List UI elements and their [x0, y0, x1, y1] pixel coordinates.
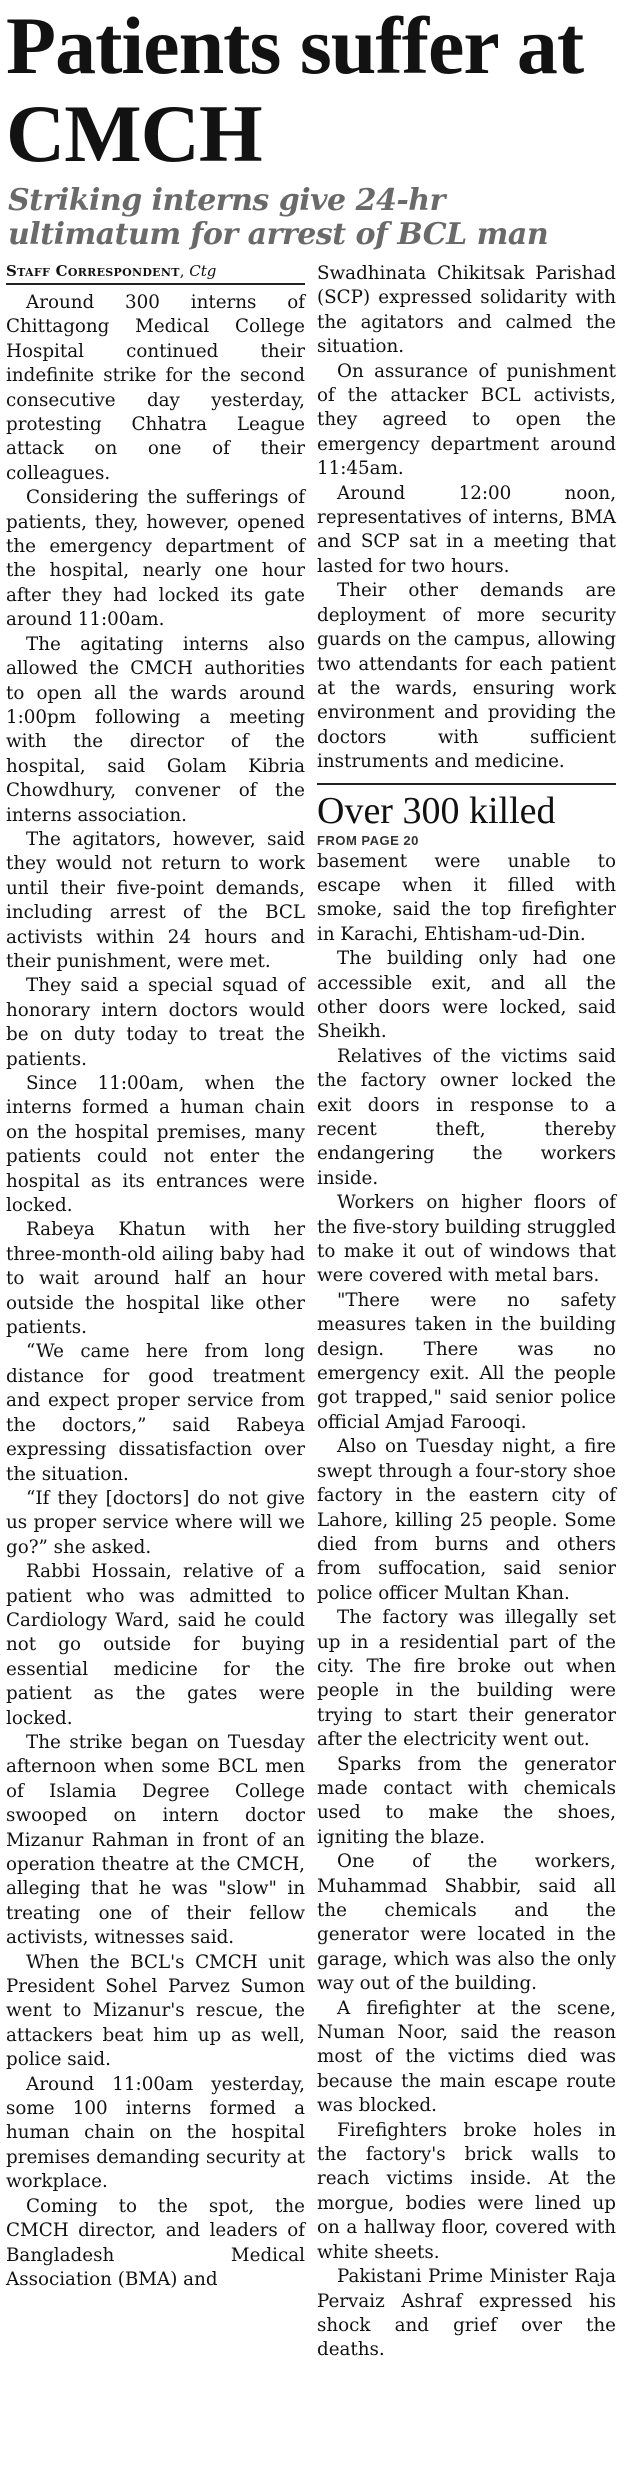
right-column	[311, 262, 616, 2363]
paragraph: Rabeya Khatun with her three-month-old ailing baby had to wait around half an hour outside the hospital like other patients.	[6, 1219, 305, 1339]
byline-place: Ctg	[189, 262, 217, 280]
paragraph: Around 11:00am yesterday, some 100 interns formed a human chain on the hospital premises demanding security at workplace.	[6, 2073, 305, 2193]
paragraph: A firefighter at the scene, Numan Noor, said the reason most of the victims died was because the main escape route was blocked.	[317, 1997, 616, 2117]
paragraph: When the BCL's CMCH unit President Sohel Parvez Sumon went to Mizanur's rescue, the attackers beat him up as well, police said.	[6, 1951, 305, 2071]
paragraph: The building only had one accessible exit, and all the other doors were locked, said Sheikh.	[317, 948, 616, 1043]
paragraph: One of the workers, Muhammad Shabbir, said all the chemicals and the generator were located in the garage, which was also the only way out of the building.	[317, 1851, 616, 1995]
paragraph: The strike began on Tuesday afternoon when some BCL men of Islamia Degree College swooped on intern doctor Mizanur Rahman in front of an operation theatre at the CMCH, alleging that he was "slow" in treating one of their fellow activists, witnesses said.	[6, 1731, 305, 1949]
byline: Staff Correspondent, Ctg	[6, 262, 305, 285]
paragraph: “If they [doctors] do not give us proper service where will we go?” she asked.	[6, 1487, 305, 1558]
from-page-label: FROM PAGE 20	[317, 832, 419, 848]
paragraph: basement were unable to escape when it filled with smoke, said the top firefighter in Karachi, Ehtisham-ud-Din.	[317, 850, 616, 945]
paragraph: Sparks from the generator made contact with chemicals used to make the shoes, igniting the blaze.	[317, 1753, 616, 1848]
paragraph: Pakistani Prime Minister Raja Pervaiz Ashraf expressed his shock and grief over the deaths.	[317, 2266, 616, 2361]
paragraph: On assurance of punishment of the attacker BCL activists, they agreed to open the emergency department around 11:45am.	[317, 360, 616, 480]
paragraph: Coming to the spot, the CMCH director, and leaders of Bangladesh Medical Association (BMA) and	[6, 2195, 305, 2290]
paragraph: The factory was illegally set up in a residential part of the city. The fire broke out when people in the building were trying to start their generator after the electricity went out.	[317, 1607, 616, 1751]
paragraph: The agitators, however, said they would not return to work until their five-point demands, including arrest of the BCL activists within 24 hours and their punishment, were met.	[6, 828, 305, 972]
left-column	[6, 262, 311, 2363]
paragraph: Workers on higher floors of the five-story building struggled to make it out of windows that were covered with metal bars.	[317, 1192, 616, 1287]
paragraph: Rabbi Hossain, relative of a patient who was admitted to Cardiology Ward, said he could not go outside for buying essential medicine for the patient as the gates were locked.	[6, 1561, 305, 1729]
paragraph: "There were no safety measures taken in the building design. There was no emergency exit. All the people got trapped," said senior police official Amjad Farooqi.	[317, 1289, 616, 1433]
paragraph: Swadhinata Chikitsak Parishad (SCP) expressed solidarity with the agitators and calmed the situation.	[317, 263, 616, 358]
paragraph: Relatives of the victims said the factory owner locked the exit doors in response to a recent theft, thereby endangering the workers inside.	[317, 1045, 616, 1189]
continuation-headline: Over 300 killed	[317, 783, 616, 831]
paragraph: Since 11:00am, when the interns formed a human chain on the hospital premises, many patients could not enter the hospital as its entrances were locked.	[6, 1073, 305, 1217]
paragraph: Considering the sufferings of patients, they, however, opened the emergency department of the hospital, nearly one hour after they had locked its gate around 11:00am.	[6, 487, 305, 631]
paragraph: The agitating interns also allowed the CMCH authorities to open all the wards around 1:00pm following a meeting with the director of the hospital, said Golam Kibria Chowdhury, convener of the interns association.	[6, 633, 305, 826]
paragraph: They said a special squad of honorary intern doctors would be on duty today to treat the patients.	[6, 975, 305, 1070]
byline-author: Staff Correspondent	[6, 262, 180, 280]
paragraph: Around 300 interns of Chittagong Medical College Hospital continued their indefinite strike for the second consecutive day yesterday, protesting Chhatra League attack on one of their colleagues.	[6, 292, 305, 484]
subheadline: Striking interns give 24-hr ultimatum for arrest of BCL man	[8, 183, 549, 252]
paragraph: Also on Tuesday night, a fire swept through a four-story shoe factory in the eastern city of Lahore, killing 25 people. Some died from burns and others from suffocation, said senior police officer Multan Khan.	[317, 1436, 616, 1604]
paragraph: Their other demands are deployment of more security guards on the campus, allowing two attendants for each patient at the wards, ensuring work environment and providing the doctors with sufficient instruments and medicine.	[317, 580, 616, 773]
paragraph: Firefighters broke holes in the factory's brick walls to reach victims inside. At the morgue, bodies were lined up on a hallway floor, covered with white sheets.	[317, 2119, 616, 2263]
article-columns	[6, 262, 616, 2363]
paragraph: Around 12:00 noon, representatives of interns, BMA and SCP sat in a meeting that lasted for two hours.	[317, 482, 616, 577]
headline: Patients suffer at CMCH	[6, 0, 584, 179]
paragraph: “We came here from long distance for good treatment and expect proper service from the doctors,” said Rabeya expressing dissatisfaction over the situation.	[6, 1341, 305, 1485]
